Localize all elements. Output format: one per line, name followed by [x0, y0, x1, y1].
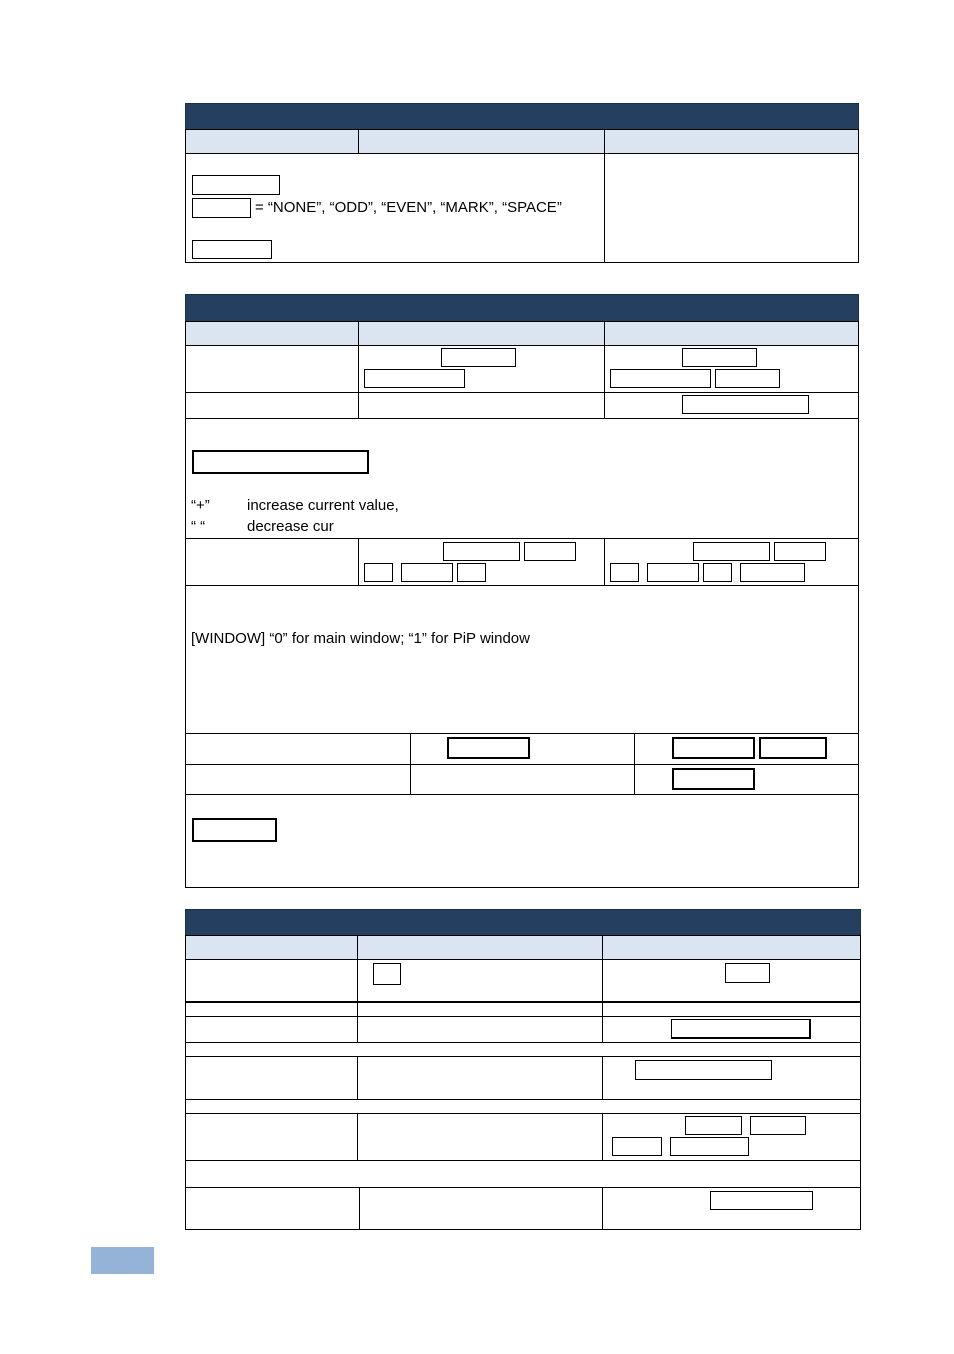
set-param-field-2a	[524, 542, 576, 561]
response-field-6b	[750, 1116, 806, 1135]
response-param-field-2e	[740, 563, 805, 582]
response-param-field-2b	[610, 563, 639, 582]
table-3-row-1-col-1	[185, 959, 358, 1002]
table-2-row-2-col-2	[358, 392, 605, 419]
page-number-tab	[91, 1247, 154, 1274]
table-1-body-right	[604, 153, 859, 263]
example-field	[192, 240, 272, 259]
table-2-row-6-col-1	[185, 733, 411, 765]
table-1-header	[185, 103, 859, 130]
table-3-row-5-col-1	[185, 1113, 358, 1161]
response-param-field-2c	[647, 563, 699, 582]
set-command-field-2	[443, 542, 520, 561]
example-response-field	[682, 395, 809, 414]
window-param-text: [WINDOW] “0” for main window; “1” for PiP window	[191, 630, 530, 647]
set-param-field-2b	[364, 563, 393, 582]
response-param-field-1	[610, 369, 711, 388]
table-3-header	[185, 909, 861, 936]
table-3-row-6-col-1	[185, 1187, 360, 1230]
table-1-col-header-3	[604, 129, 859, 154]
set-param-field	[364, 369, 465, 388]
response-param-field-2d	[703, 563, 732, 582]
table-3-row-6-col-2	[359, 1187, 603, 1230]
set-command-field	[441, 348, 516, 367]
response-field-6d	[670, 1137, 749, 1156]
table-3-row-2-col-3	[602, 1001, 861, 1017]
table-2-description-3	[185, 794, 859, 888]
command-field	[192, 175, 280, 195]
response-field-6c	[612, 1137, 662, 1156]
table-3-separator-2	[185, 1099, 861, 1114]
response-param-field-3	[759, 737, 827, 759]
step-minus-symbol: “ “	[191, 518, 206, 535]
parity-param-field	[192, 198, 251, 218]
step-plus-symbol: “+”	[191, 497, 210, 514]
table-2-row-2-col-1	[185, 392, 359, 419]
table-2-col-header-3	[604, 321, 859, 346]
example-response-field-3	[672, 768, 755, 790]
table-3-description	[185, 1160, 861, 1188]
table-1-col-header-1	[185, 129, 359, 154]
response-command-field-3	[672, 737, 755, 759]
table-3-row-4-col-1	[185, 1056, 358, 1100]
table-2-row-7-col-2	[410, 764, 635, 795]
response-command-field-2	[693, 542, 770, 561]
response-param-field-2	[715, 369, 780, 388]
table-2-col-header-1	[185, 321, 359, 346]
table-3-col-header-2	[357, 935, 603, 960]
table-3-separator-1	[185, 1042, 861, 1057]
parameter-field-3	[192, 818, 277, 842]
table-2-description-2	[185, 585, 859, 734]
table-1-col-header-2	[358, 129, 605, 154]
response-command-field-4	[725, 963, 770, 983]
table-3-row-3-col-2	[357, 1016, 603, 1043]
table-2-row-7-col-1	[185, 764, 411, 795]
table-3-row-2-col-2	[357, 1001, 603, 1017]
set-command-field-4	[373, 963, 401, 985]
table-2-row-4-col-1	[185, 538, 359, 586]
set-param-field-2d	[457, 563, 486, 582]
parity-values-text: = “NONE”, “ODD”, “EVEN”, “MARK”, “SPACE”	[255, 199, 562, 216]
table-2-col-header-2	[358, 321, 605, 346]
step-minus-desc: decrease cur	[247, 518, 334, 535]
parameter-field	[192, 450, 369, 474]
example-response-field-4	[671, 1019, 811, 1039]
step-plus-desc: increase current value,	[247, 497, 399, 514]
table-3-col-header-1	[185, 935, 358, 960]
response-command-field	[682, 348, 757, 367]
table-3-row-5-col-2	[357, 1113, 603, 1161]
response-field-5	[635, 1060, 772, 1080]
table-2-row-1-col-1	[185, 345, 359, 393]
table-2-header	[185, 294, 859, 322]
table-3-row-2-col-1	[185, 1001, 358, 1017]
response-field-6a	[685, 1116, 742, 1135]
response-param-field-2a	[774, 542, 826, 561]
table-3-col-header-3	[602, 935, 861, 960]
set-param-field-2c	[401, 563, 453, 582]
table-3-row-3-col-1	[185, 1016, 358, 1043]
set-command-field-3	[447, 737, 530, 759]
example-response-field-7	[710, 1191, 813, 1210]
table-3-row-4-col-2	[357, 1056, 603, 1100]
